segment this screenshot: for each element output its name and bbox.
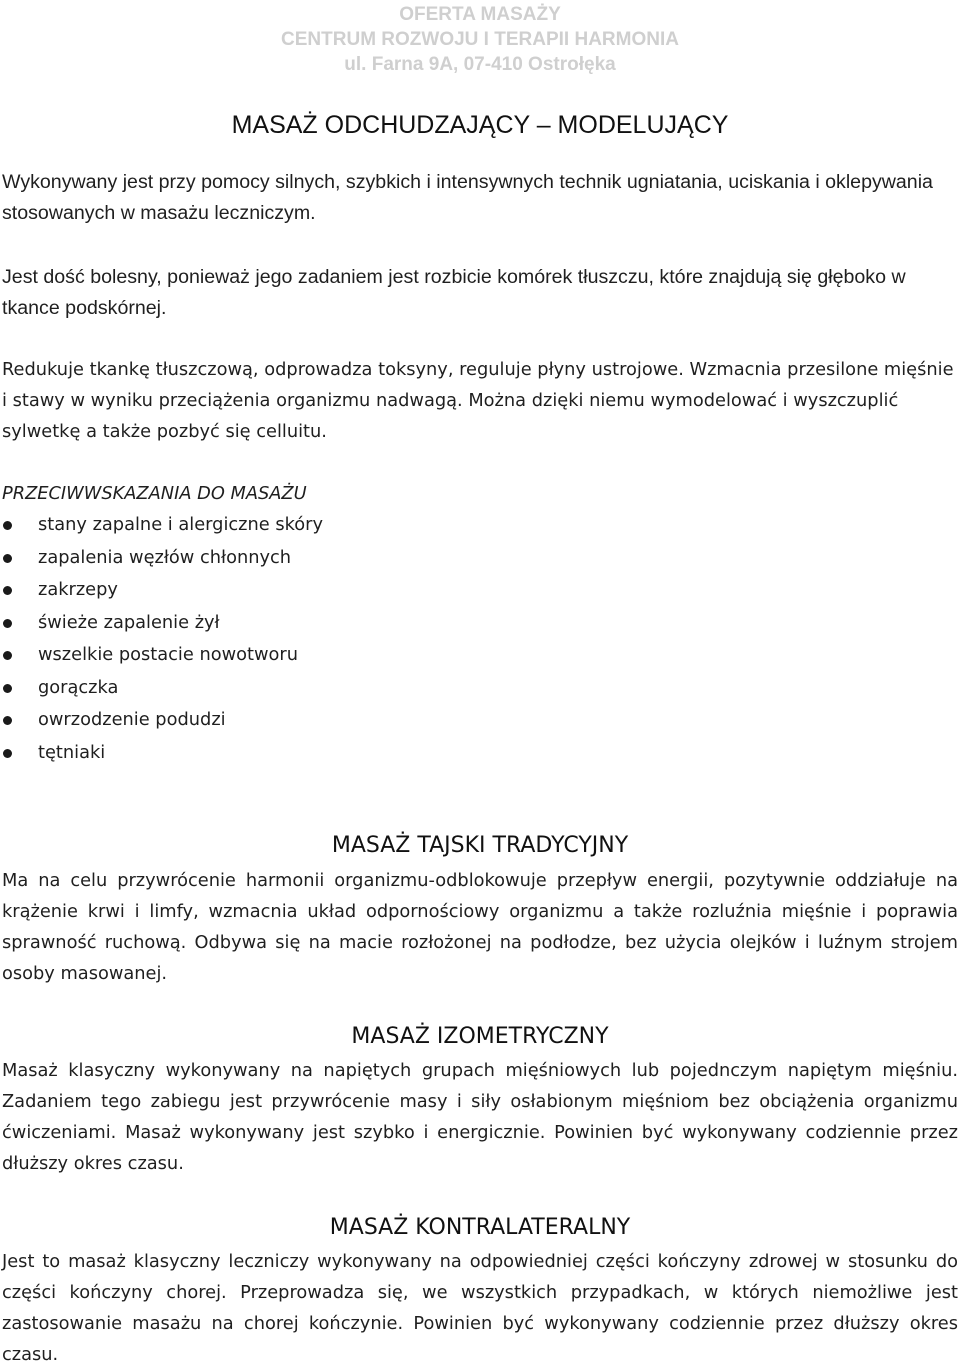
izometryczny-paragraph: Masaż klasyczny wykonywany na napiętych grupach mięśniowych lub pojednczym napiętym mięśniu. Zadaniem tego zabiegu jest przywrócenie masy i siły osłabionym mięśniom bez obciążenia organizmu ćwiczeniami. Masaż wykonywany jest szybko i energicznie. Powinien być wykonywany codziennie przez dłuższy okres czasu. (2, 1060, 958, 1174)
header-offer-title: OFERTA MASAŻY (399, 4, 561, 25)
bullet-icon (3, 716, 12, 725)
contraindications-title: PRZECIWWSKAZANIA DO MASAŻU (2, 483, 307, 504)
bullet-icon (3, 619, 12, 628)
page-header (0, 2, 960, 77)
list-item: gorączka (0, 672, 323, 705)
modelujacy-paragraph-2: Jest dość bolesny, ponieważ jego zadaniem jest rozbicie komórek tłuszczu, które znajdują się głęboko w tkance podskórnej. (2, 266, 906, 319)
list-item: świeże zapalenie żył (0, 607, 323, 640)
list-item: zapalenia węzłów chłonnych (0, 542, 323, 575)
contraindications-list (0, 509, 323, 769)
section-title-kontralateralny: MASAŻ KONTRALATERALNY (329, 1215, 631, 1240)
modelujacy-paragraph-3: Redukuje tkankę tłuszczową, odprowadza toksyny, reguluje płyny ustrojowe. Wzmacnia przesilone mięśnie i stawy w wyniku przeciążenia organizmu nadwagą. Można dzięki niemu wymodelować i wyszczuplić sylwetkę a także pozbyć się celluitu. (2, 359, 954, 442)
bullet-icon (3, 554, 12, 563)
header-center-name: CENTRUM ROZWOJU I TERAPII HARMONIA (281, 29, 679, 50)
list-item: owrzodzenie podudzi (0, 704, 323, 737)
modelujacy-paragraph-1: Wykonywany jest przy pomocy silnych, szybkich i intensywnych technik ugniatania, uciskania i oklepywania stosowanych w masażu leczniczym. (2, 171, 933, 224)
list-item: stany zapalne i alergiczne skóry (0, 509, 323, 542)
bullet-icon (3, 586, 12, 595)
section-title-modelujacy: MASAŻ ODCHUDZAJĄCY – MODELUJĄCY (231, 111, 729, 139)
kontralateralny-paragraph: Jest to masaż klasyczny leczniczy wykonywany na odpowiedniej części kończyny zdrowej w stosunku do części kończyny chorej. Przeprowadza się, we wszystkich przypadkach, w których niemożliwe jest zastosowanie masażu na chorej kończynie. Powinien być wykonywany codziennie przez dłuższy okres czasu. (2, 1251, 958, 1365)
bullet-icon (3, 749, 12, 758)
bullet-icon (3, 651, 12, 660)
bullet-icon (3, 521, 12, 530)
section-title-izometryczny: MASAŻ IZOMETRYCZNY (351, 1024, 609, 1049)
bullet-icon (3, 684, 12, 693)
header-address: ul. Farna 9A, 07-410 Ostrołęka (344, 54, 616, 75)
list-item: zakrzepy (0, 574, 323, 607)
section-title-tajski: MASAŻ TAJSKI TRADYCYJNY (331, 833, 629, 858)
list-item: wszelkie postacie nowotworu (0, 639, 323, 672)
tajski-paragraph: Ma na celu przywrócenie harmonii organizmu-odblokowuje przepływ energii, pozytywnie oddziałuje na krążenie krwi i limfy, wzmacnia układ odpornościowy organizmu a także rozluźnia mięśnie i poprawia sprawność ruchową. Odbywa się na macie rozłożonej na podłodze, bez użycia olejków i luźnym strojem osoby masowanej. (2, 870, 958, 984)
list-item: tętniaki (0, 737, 323, 770)
